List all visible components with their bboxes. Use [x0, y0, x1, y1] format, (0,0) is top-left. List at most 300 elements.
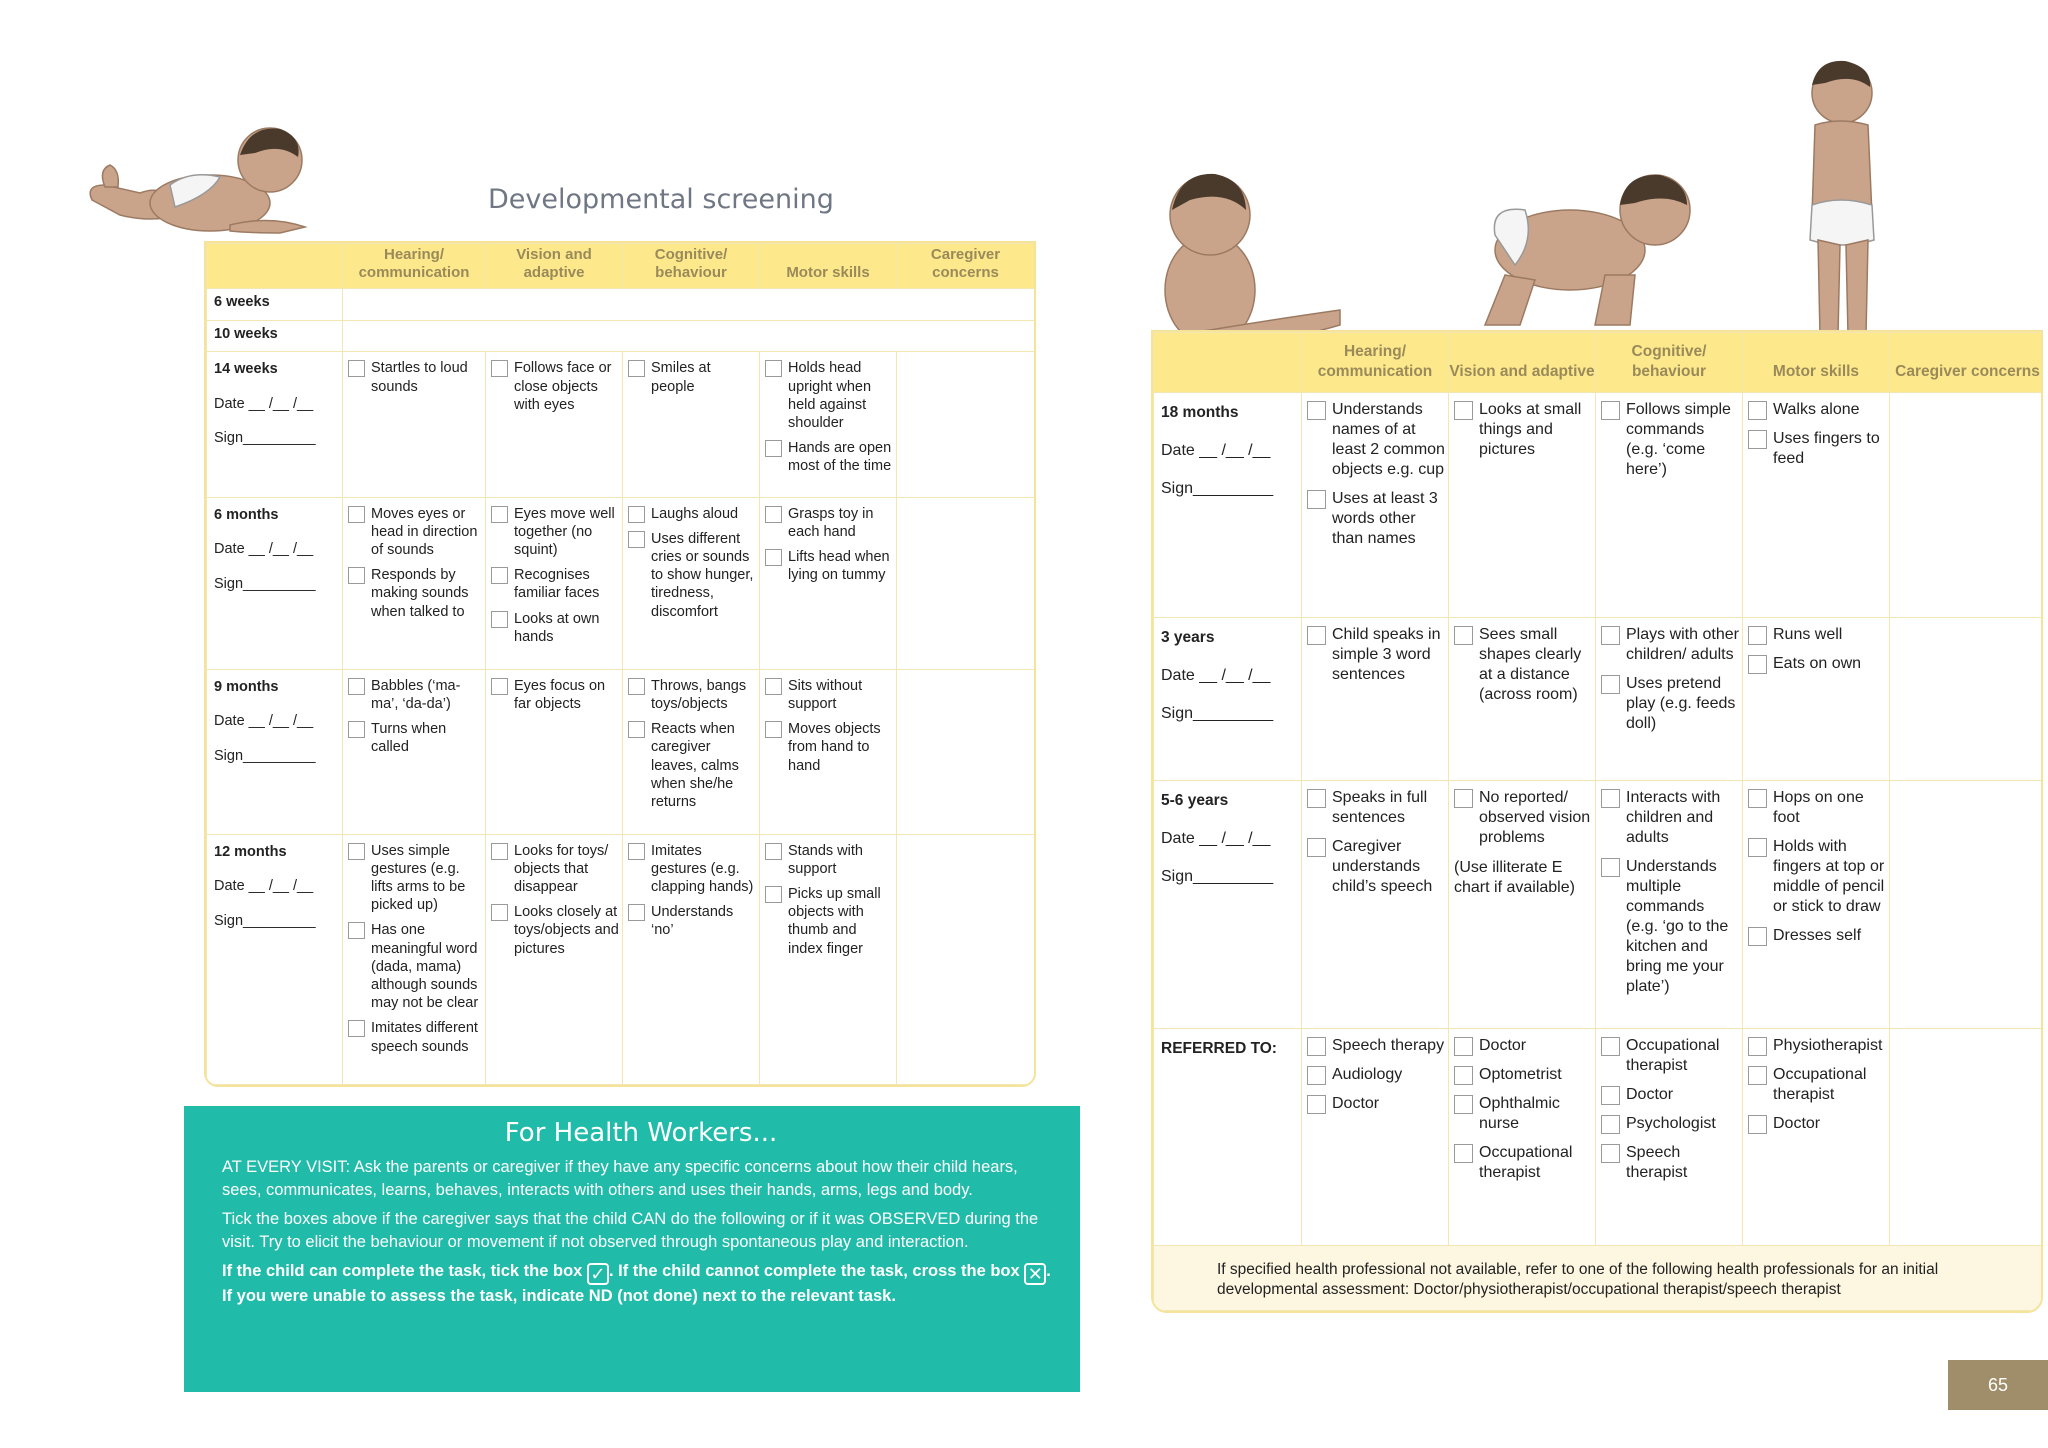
- table-row: [207, 320, 1035, 352]
- checklist-item: [628, 903, 756, 939]
- checklist-item-label: Sits without support: [788, 677, 863, 712]
- skills-cell: [623, 352, 760, 497]
- checklist-item-label: Uses fingers to feed: [1773, 430, 1880, 467]
- date-field[interactable]: Date __ /__ /__: [214, 878, 314, 895]
- header-caregiver: Caregiver concerns: [897, 244, 1035, 289]
- checklist-item-label: No reported/ observed vision problems: [1479, 789, 1591, 847]
- checkbox[interactable]: [765, 843, 782, 860]
- checklist-item: [491, 610, 619, 646]
- skills-cell: [623, 497, 760, 669]
- checklist-item-label: Occupational therapist: [1773, 1066, 1867, 1104]
- age-label: 6 weeks: [214, 294, 270, 310]
- checkbox[interactable]: [1748, 655, 1767, 674]
- date-field[interactable]: Date __ /__ /__: [1161, 667, 1271, 685]
- checkbox[interactable]: [1307, 1066, 1326, 1085]
- skills-cell: [623, 834, 760, 1084]
- checkbox[interactable]: [628, 843, 645, 860]
- checklist-item: [348, 566, 482, 621]
- date-field[interactable]: Date __ /__ /__: [1161, 442, 1271, 459]
- skills-cell: [760, 669, 897, 834]
- hw-p3-part1: If the child can complete the task, tick the box: [222, 1262, 583, 1280]
- header-cognitive: Cognitive/ behaviour: [623, 244, 760, 289]
- checklist-item-label: Looks closely at toys/objects and pictures: [514, 904, 619, 957]
- age-cell: [1154, 781, 1302, 1029]
- checklist-item-label: Stands with support: [788, 842, 863, 877]
- checkbox[interactable]: [1601, 1037, 1620, 1056]
- checkbox[interactable]: [1307, 1095, 1326, 1114]
- skills-cell: [1743, 1029, 1890, 1245]
- checklist-item-label: Picks up small objects with thumb and index finger: [788, 885, 881, 957]
- sign-field[interactable]: Sign_________: [214, 912, 316, 929]
- checkbox[interactable]: [348, 1020, 365, 1037]
- checklist-item: [1307, 400, 1445, 480]
- checkbox[interactable]: [348, 843, 365, 860]
- checklist-item: [1454, 788, 1592, 848]
- tick-box-icon: ✓: [587, 1263, 609, 1285]
- checklist-item-label: Imitates gestures (e.g. clapping hands): [651, 842, 754, 895]
- checklist-item: [348, 677, 482, 713]
- checkbox[interactable]: [1454, 1037, 1473, 1056]
- checkbox[interactable]: [1307, 401, 1326, 420]
- checklist-item: [1748, 1114, 1886, 1134]
- sign-field[interactable]: Sign_________: [214, 575, 316, 592]
- checklist-item-label: Child speaks in simple 3 word sentences: [1332, 626, 1441, 684]
- checkbox[interactable]: [1601, 1115, 1620, 1134]
- referred-label-cell: [1154, 1029, 1302, 1245]
- table-row: [207, 834, 1035, 1084]
- skills-cell: [1596, 393, 1743, 618]
- health-workers-p1: AT EVERY VISIT: Ask the parents or caregiver if they have any specific concerns about how their child hears, sees, communicates, learns, behaves, interacts with others and uses their hands, arms, legs and body.: [222, 1158, 1018, 1199]
- checklist-item: [628, 359, 756, 395]
- checklist-item-label: Eyes move well together (no squint): [514, 505, 615, 558]
- checklist-item-label: Dresses self: [1773, 927, 1862, 945]
- checklist-item: [1601, 1114, 1739, 1134]
- caregiver-concerns-cell[interactable]: [1890, 393, 2044, 618]
- checklist-item-label: Recognises familiar faces: [514, 567, 600, 602]
- age-label: 3 years: [1161, 629, 1215, 647]
- checkbox[interactable]: [1601, 1086, 1620, 1105]
- checkbox[interactable]: [765, 549, 782, 566]
- skills-cell: [1302, 618, 1449, 781]
- checklist-item: [1748, 429, 1886, 469]
- caregiver-concerns-cell[interactable]: [1890, 618, 2044, 781]
- checklist-item: [1307, 1065, 1445, 1085]
- skills-cell: [1449, 393, 1596, 618]
- crawling-baby-illustration: [80, 115, 320, 235]
- checklist-item-label: Understands ‘no’: [651, 904, 734, 939]
- skills-cell: [1302, 1029, 1449, 1245]
- checkbox[interactable]: [348, 721, 365, 738]
- checklist-item: [348, 1019, 482, 1055]
- skills-cell: [486, 497, 623, 669]
- checklist-item: [765, 505, 893, 541]
- checklist-item: [491, 566, 619, 602]
- checklist-item-label: Looks at small things and pictures: [1479, 401, 1582, 458]
- skills-cell: [343, 834, 486, 1084]
- checkbox[interactable]: [1748, 401, 1767, 420]
- checklist-item-label: Understands names of at least 2 common objects e.g. cup: [1332, 401, 1445, 478]
- checklist-item: [765, 842, 893, 878]
- checklist-item: [1454, 1094, 1592, 1134]
- checklist-item-label: Laughs aloud: [651, 505, 739, 522]
- skills-cell: [1449, 618, 1596, 781]
- checkbox[interactable]: [628, 904, 645, 921]
- header-vision-right: Vision and adaptive: [1449, 333, 1596, 393]
- table-row: [1154, 618, 2044, 781]
- checkbox[interactable]: [1307, 789, 1326, 808]
- checklist-item: [1601, 788, 1739, 848]
- page-title: Developmental screening: [488, 184, 834, 215]
- checklist-item: [1307, 837, 1445, 897]
- skills-cell: [623, 669, 760, 834]
- table-row: [1154, 393, 2044, 618]
- age-label: 6 months: [214, 506, 279, 523]
- checklist-item: [1601, 1085, 1739, 1105]
- checklist-item-label: Runs well: [1773, 626, 1843, 644]
- checkbox[interactable]: [348, 567, 365, 584]
- checklist-item-label: Interacts with children and adults: [1626, 789, 1721, 847]
- checklist-item-label: Sees small shapes clearly at a distance (across room): [1479, 626, 1582, 704]
- caregiver-concerns-cell[interactable]: [897, 497, 1035, 669]
- referred-label: REFERRED TO:: [1161, 1040, 1277, 1058]
- checklist-item: [1307, 489, 1445, 549]
- table-row: [207, 289, 1035, 321]
- checklist-item: [1748, 926, 1886, 946]
- health-workers-panel: [184, 1106, 1080, 1392]
- age-cell: [207, 669, 343, 834]
- checklist-item-label: Occupational therapist: [1479, 1144, 1573, 1182]
- age-label: 18 months: [1161, 404, 1239, 421]
- checklist-item: [348, 359, 482, 395]
- checklist-item-label: Startles to loud sounds: [371, 360, 468, 395]
- skills-cell: [486, 352, 623, 497]
- checkbox[interactable]: [1307, 838, 1326, 857]
- skills-cell: [486, 834, 623, 1084]
- header-vision: Vision and adaptive: [486, 244, 623, 289]
- checklist-item-label: Doctor: [1479, 1037, 1527, 1055]
- checklist-item: [765, 720, 893, 775]
- checkbox[interactable]: [1454, 1095, 1473, 1114]
- header-hearing-right: Hearing/ communication: [1302, 333, 1449, 393]
- date-field[interactable]: Date __ /__ /__: [214, 713, 314, 730]
- checkbox[interactable]: [491, 611, 508, 628]
- checklist-item-label: Plays with other children/ adults: [1626, 626, 1739, 664]
- skills-cell: [1743, 618, 1890, 781]
- checklist-item: [1601, 1143, 1739, 1183]
- header-cognitive-right: Cognitive/ behaviour: [1596, 333, 1743, 393]
- checkbox[interactable]: [765, 678, 782, 695]
- checklist-item-label: Uses different cries or sounds to show hunger, tiredness, discomfort: [651, 530, 754, 620]
- checklist-item: [1601, 1036, 1739, 1076]
- checklist-item-label: Occupational therapist: [1626, 1037, 1720, 1075]
- checklist-item-label: Follows simple commands (e.g. ‘come here’): [1626, 401, 1731, 478]
- checklist-item: [348, 842, 482, 915]
- checklist-item-label: Grasps toy in each hand: [788, 505, 874, 540]
- checklist-item-label: Uses pretend play (e.g. feeds doll): [1626, 675, 1736, 733]
- checklist-item: [1748, 788, 1886, 828]
- checklist-item-label: Smiles at people: [651, 360, 711, 395]
- checklist-item-label: Doctor: [1773, 1115, 1821, 1133]
- checkbox[interactable]: [1454, 789, 1473, 808]
- header-caregiver-right: Caregiver concerns: [1890, 333, 2044, 393]
- checkbox[interactable]: [1454, 626, 1473, 645]
- checkbox[interactable]: [1601, 789, 1620, 808]
- checkbox[interactable]: [765, 886, 782, 903]
- checkbox[interactable]: [1748, 626, 1767, 645]
- skills-cell: [486, 669, 623, 834]
- checklist-item: [348, 921, 482, 1012]
- checklist-item: [628, 530, 756, 621]
- checkbox[interactable]: [1601, 1144, 1620, 1163]
- age-cell: [207, 352, 343, 497]
- header-blank-right: [1154, 333, 1302, 393]
- checkbox[interactable]: [1601, 401, 1620, 420]
- age-label: 12 months: [214, 843, 287, 860]
- checklist-item: [1454, 400, 1592, 460]
- skills-cell: [1302, 393, 1449, 618]
- footnote: If specified health professional not available, refer to one of the following health professionals for an initial developmental assessment: Doctor/physiotherapist/occupational therapist/speech therapist: [1154, 1245, 2044, 1310]
- table-row: [207, 352, 1035, 497]
- checkbox[interactable]: [1748, 1037, 1767, 1056]
- checklist-item: [628, 720, 756, 811]
- caregiver-concerns-cell[interactable]: [897, 834, 1035, 1084]
- checklist-item-label: Audiology: [1332, 1066, 1403, 1084]
- checklist-item: [348, 505, 482, 560]
- skills-cell: [343, 497, 486, 669]
- checkbox[interactable]: [1454, 1066, 1473, 1085]
- checkbox[interactable]: [765, 721, 782, 738]
- checklist-item: [491, 903, 619, 958]
- sign-field[interactable]: Sign_________: [1161, 705, 1274, 723]
- checklist-item: [1748, 625, 1886, 645]
- checkbox[interactable]: [348, 922, 365, 939]
- date-field[interactable]: Date __ /__ /__: [214, 541, 314, 558]
- checklist-item: [628, 677, 756, 713]
- screening-table-infant: [204, 241, 1036, 1087]
- checklist-item-label: Hands are open most of the time: [788, 440, 892, 475]
- checkbox[interactable]: [491, 904, 508, 921]
- checkbox[interactable]: [1307, 626, 1326, 645]
- checklist-item: [1454, 1036, 1592, 1056]
- checklist-item: [1307, 1094, 1445, 1114]
- checklist-item-label: Doctor: [1626, 1086, 1674, 1104]
- checklist-item-label: Eyes focus on far objects: [514, 677, 606, 712]
- skills-cell: [1596, 1029, 1743, 1245]
- sign-field[interactable]: Sign_________: [1161, 868, 1274, 886]
- checkbox[interactable]: [1454, 401, 1473, 420]
- health-workers-p2: Tick the boxes above if the caregiver says that the child CAN do the following or if it was OBSERVED during the visit. Try to elicit the behaviour or movement if not observed through spontaneous play and interaction.: [222, 1210, 1039, 1251]
- skills-cell: [760, 352, 897, 497]
- checkbox[interactable]: [1601, 858, 1620, 877]
- skills-cell: [760, 834, 897, 1084]
- checkbox[interactable]: [628, 506, 645, 523]
- hw-p3-part2: . If the child cannot complete the task, cross the box: [608, 1262, 1020, 1280]
- caregiver-concerns-cell[interactable]: [1890, 1029, 2044, 1245]
- checklist-item-label: Throws, bangs toys/objects: [651, 677, 747, 712]
- checklist-item-label: Caregiver understands child’s speech: [1332, 838, 1433, 896]
- checklist-item: [1748, 400, 1886, 420]
- date-field[interactable]: Date __ /__ /__: [1161, 830, 1271, 848]
- checkbox[interactable]: [1748, 430, 1767, 449]
- checkbox[interactable]: [491, 843, 508, 860]
- checklist-item-label: Psychologist: [1626, 1115, 1716, 1133]
- checklist-item-label: Speech therapy: [1332, 1037, 1445, 1055]
- checkbox[interactable]: [1307, 1037, 1326, 1056]
- health-workers-title: For Health Workers...: [504, 1118, 778, 1148]
- checklist-item-label: Walks alone: [1773, 401, 1860, 418]
- empty-row-cell: [343, 289, 1035, 321]
- checklist-item-label: Has one meaningful word (dada, mama) although sounds may not be clear: [371, 922, 479, 1012]
- skills-cell: [343, 352, 486, 497]
- checkbox[interactable]: [765, 506, 782, 523]
- checkbox[interactable]: [1748, 838, 1767, 857]
- checklist-item: [765, 548, 893, 584]
- checkbox[interactable]: [1454, 1144, 1473, 1163]
- table-row: [207, 669, 1035, 834]
- age-cell: [207, 497, 343, 669]
- checklist-item: [1601, 400, 1739, 480]
- table-row: [1154, 781, 2044, 1029]
- checkbox[interactable]: [765, 440, 782, 457]
- cross-box-icon: ✕: [1024, 1263, 1046, 1285]
- checklist-item: [1307, 1036, 1445, 1056]
- checklist-item-label: Uses at least 3 words other than names: [1332, 490, 1438, 547]
- referred-row: [1154, 1029, 2044, 1245]
- sign-field[interactable]: Sign_________: [214, 430, 316, 447]
- checkbox[interactable]: [1307, 490, 1326, 509]
- checklist-item: [628, 505, 756, 523]
- checklist-item: [1454, 1143, 1592, 1183]
- header-hearing: Hearing/ communication: [343, 244, 486, 289]
- caregiver-concerns-cell[interactable]: [897, 352, 1035, 497]
- hw-p3-part3: . If you were unable to assess the task, indicate ND (not done) next to the relevant task.: [222, 1262, 1051, 1305]
- age-label: 14 weeks: [214, 361, 278, 378]
- checkbox[interactable]: [348, 506, 365, 523]
- checkbox[interactable]: [628, 360, 645, 377]
- age-cell: [207, 834, 343, 1084]
- checkbox[interactable]: [491, 360, 508, 377]
- age-label: 10 weeks: [214, 325, 278, 342]
- checklist-item: [765, 439, 893, 475]
- checklist-item-label: Babbles (‘ma-ma’, ‘da-da’): [371, 677, 461, 712]
- standing-toddler-illustration: [1790, 55, 1890, 345]
- screening-table-toddler: [1151, 330, 2043, 1313]
- header-blank: [207, 244, 343, 289]
- skills-cell: [1302, 781, 1449, 1029]
- empty-row-cell: [343, 320, 1035, 352]
- checklist-item-label: Speech therapist: [1626, 1144, 1688, 1182]
- checklist-item-label: Ophthalmic nurse: [1479, 1095, 1560, 1133]
- age-label: 5-6 years: [1161, 792, 1229, 810]
- checklist-item: [1748, 837, 1886, 917]
- checklist-item-label: Lifts head when lying on tummy: [788, 548, 890, 584]
- checkbox[interactable]: [348, 360, 365, 377]
- checklist-item-label: Speaks in full sentences: [1332, 789, 1428, 827]
- checklist-item-label: Follows face or close objects with eyes: [514, 360, 612, 413]
- checklist-item: [1601, 625, 1739, 665]
- date-field[interactable]: Date __ /__ /__: [214, 395, 314, 412]
- skills-cell: [1449, 1029, 1596, 1245]
- checkbox[interactable]: [628, 721, 645, 738]
- checklist-item: [765, 885, 893, 958]
- checklist-item: [1454, 625, 1592, 705]
- sign-field[interactable]: Sign_________: [1161, 480, 1274, 497]
- checkbox[interactable]: [348, 678, 365, 695]
- checkbox[interactable]: [765, 360, 782, 377]
- checklist-item: [491, 677, 619, 713]
- checkbox[interactable]: [1601, 626, 1620, 645]
- sign-field[interactable]: Sign_________: [214, 747, 316, 764]
- skills-cell: [760, 497, 897, 669]
- age-label: 9 months: [214, 678, 279, 695]
- checklist-item: [765, 359, 893, 432]
- skills-cell: [1743, 781, 1890, 1029]
- skills-cell: [1449, 781, 1596, 1029]
- checkbox[interactable]: [1748, 1066, 1767, 1085]
- checkbox[interactable]: [628, 531, 645, 548]
- checklist-item: [628, 842, 756, 897]
- checkbox[interactable]: [1748, 927, 1767, 946]
- age-cell: [1154, 618, 1302, 781]
- checklist-item-label: Reacts when caregiver leaves, calms when she/he returns: [651, 721, 739, 810]
- checklist-item-label: Understands multiple commands (e.g. ‘go to the kitchen and bring me your plate’): [1626, 858, 1729, 996]
- checklist-item-label: Physiotherapist: [1773, 1037, 1883, 1055]
- checklist-item: [765, 677, 893, 713]
- skills-cell: [1743, 393, 1890, 618]
- checkbox[interactable]: [1748, 789, 1767, 808]
- header-motor-right: Motor skills: [1743, 333, 1890, 393]
- checkbox[interactable]: [491, 567, 508, 584]
- checklist-item: [1307, 788, 1445, 828]
- crawling-on-hands-baby-illustration: [1475, 165, 1705, 335]
- checkbox[interactable]: [628, 678, 645, 695]
- checkbox[interactable]: [491, 678, 508, 695]
- checklist-item: [1748, 1036, 1886, 1056]
- checklist-item-label: Imitates different speech sounds: [371, 1020, 478, 1055]
- table-row: [207, 497, 1035, 669]
- checklist-item-label: Holds with fingers at top or middle of pencil or stick to draw: [1773, 838, 1885, 916]
- checklist-item-label: Looks for toys/ objects that disappear: [514, 842, 609, 895]
- caregiver-concerns-cell[interactable]: [1890, 781, 2044, 1029]
- checklist-item: [1748, 1065, 1886, 1105]
- skills-cell: [343, 669, 486, 834]
- checklist-item: [1307, 625, 1445, 685]
- checklist-item: [491, 359, 619, 414]
- checkbox[interactable]: [491, 506, 508, 523]
- checklist-item-label: Looks at own hands: [514, 610, 600, 645]
- checklist-item: [1601, 857, 1739, 997]
- skills-cell: [1596, 781, 1743, 1029]
- age-cell: [1154, 393, 1302, 618]
- checkbox[interactable]: [1748, 1115, 1767, 1134]
- checklist-item-label: Eats on own: [1773, 655, 1862, 673]
- checklist-item-label: Responds by making sounds when talked to: [371, 567, 469, 620]
- checklist-item: [1748, 654, 1886, 674]
- checklist-item-label: Uses simple gestures (e.g. lifts arms to be picked up): [371, 842, 466, 914]
- age-cell: [207, 320, 343, 352]
- age-cell: [207, 289, 343, 321]
- footnote-row: [1154, 1245, 2044, 1310]
- page-number: 65: [1948, 1360, 2048, 1410]
- checklist-item-label: Moves objects from hand to hand: [788, 721, 881, 774]
- checkbox[interactable]: [1601, 675, 1620, 694]
- checklist-item-label: Hops on one foot: [1773, 789, 1864, 827]
- checklist-item: [491, 842, 619, 897]
- checklist-item-label: Turns when called: [371, 721, 447, 756]
- checklist-item: [491, 505, 619, 560]
- caregiver-concerns-cell[interactable]: [897, 669, 1035, 834]
- checklist-item: [348, 720, 482, 756]
